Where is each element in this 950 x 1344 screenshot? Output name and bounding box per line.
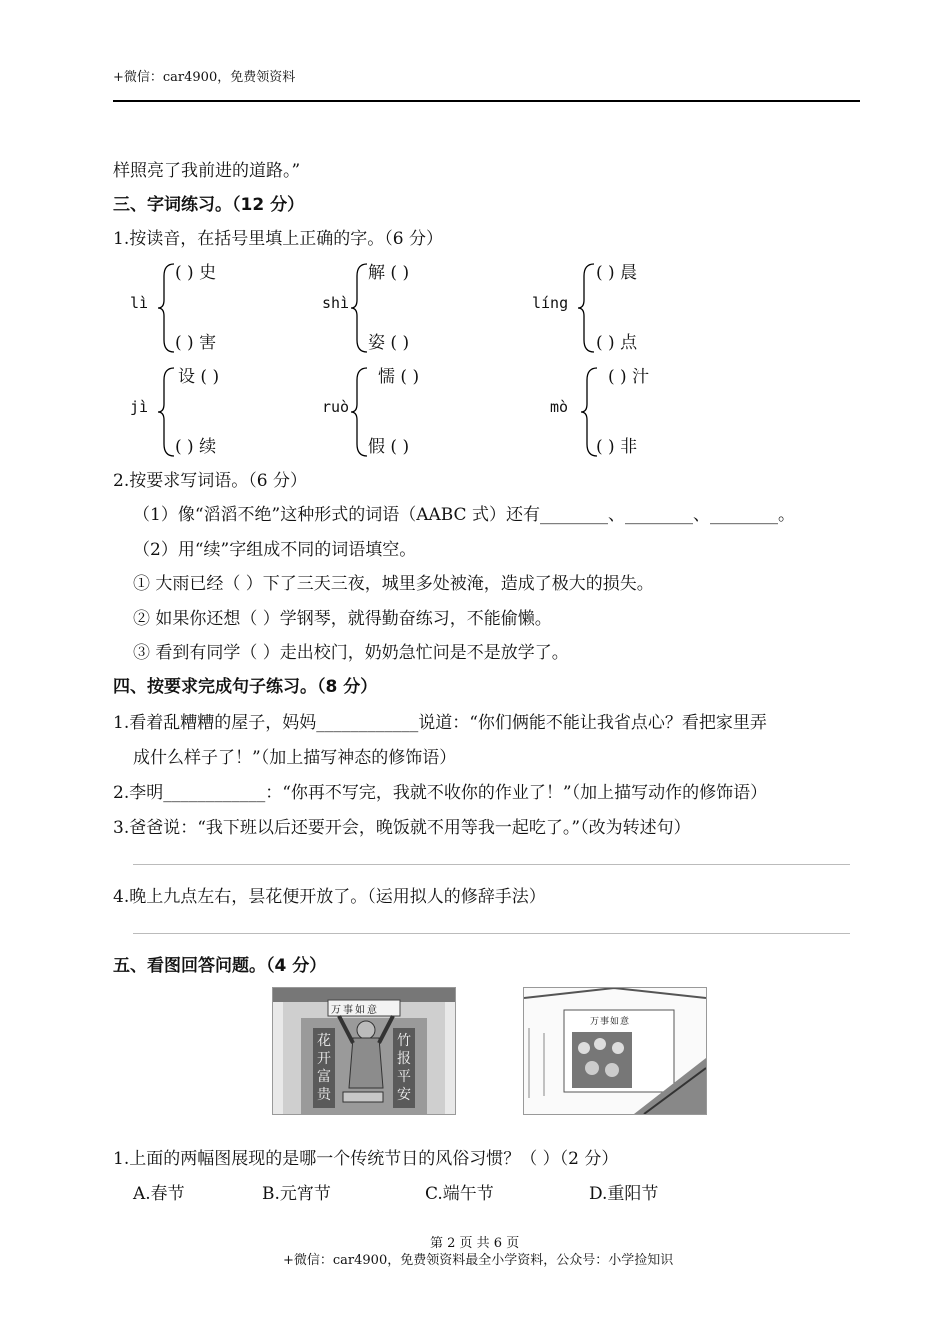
picture-family-dinner — [523, 987, 707, 1115]
banner-text: 万事如意 — [331, 1005, 379, 1016]
s3-q2-item: ② 如果你还想（ ）学钢琴，就得勤奋练习，不能偷懒。 — [133, 609, 552, 629]
group-top: ( ) 史 — [175, 263, 217, 283]
section3-title: 三、字词练习。（12 分） — [113, 195, 305, 215]
s3-q1-text: 1.按读音，在括号里填上正确的字。（6 分） — [113, 229, 443, 249]
picture-couplets — [272, 987, 456, 1115]
left-couplet: 花开富贵 — [317, 1033, 331, 1103]
s4-q3: 3.爸爸说：“我下班以后还要开会，晚饭就不用等我一起吃了。”（改为转述句） — [113, 818, 691, 838]
answer-line — [133, 933, 850, 934]
pinyin-label: ruò — [322, 398, 350, 416]
group-bottom: ( ) 续 — [175, 437, 217, 457]
pinyin-label: mò — [550, 398, 569, 416]
s4-q1b: 成什么样子了！”（加上描写神态的修饰语） — [133, 748, 457, 768]
group-top: 设 ( ) — [178, 367, 220, 387]
section5-title: 五、看图回答问题。（4 分） — [113, 956, 327, 976]
s4-q4: 4.晚上九点左右，昙花便开放了。（运用拟人的修辞手法） — [113, 887, 546, 907]
group-top: 解 ( ) — [368, 263, 410, 283]
header-text: +微信：car4900，免费领资料 — [113, 70, 296, 85]
pinyin-label: líng — [532, 294, 569, 312]
group-bottom: ( ) 害 — [175, 333, 217, 353]
group-top: ( ) 汁 — [608, 367, 650, 387]
footer-text: +微信：car4900，免费领资料最全小学资料，公众号：小学捡知识 — [283, 1253, 674, 1268]
group-bottom: 假 ( ) — [368, 437, 410, 457]
s3-q2-sub2: （2）用“续”字组成不同的词语填空。 — [133, 540, 417, 560]
group-bottom: ( ) 非 — [596, 437, 638, 457]
pinyin-label: jì — [130, 398, 149, 416]
s3-q2-item: ③ 看到有同学（ ）走出校门，奶奶急忙问是不是放学了。 — [133, 643, 569, 663]
banner-text: 万事如意 — [590, 1017, 631, 1027]
page-number: 第 2 页 共 6 页 — [430, 1236, 520, 1251]
s3-q2-item: ① 大雨已经（ ）下了三天三夜，城里多处被淹，造成了极大的损失。 — [133, 574, 654, 594]
group-top: 懦 ( ) — [378, 367, 420, 387]
s4-q2: 2.李明____________：“你再不写完，我就不收你的作业了！”（加上描写动作的修饰语） — [113, 783, 768, 803]
section4-title: 四、按要求完成句子练习。（8 分） — [113, 677, 378, 697]
s5-q1: 1.上面的两幅图展现的是哪一个传统节日的风俗习惯？（ ）（2 分） — [113, 1149, 619, 1169]
group-bottom: 姿 ( ) — [368, 333, 410, 353]
right-couplet: 竹报平安 — [397, 1033, 411, 1103]
intro-line: 样照亮了我前进的道路。” — [113, 161, 301, 181]
pinyin-label: shì — [322, 294, 350, 312]
pinyin-label: lì — [130, 294, 149, 312]
s4-q1a: 1.看着乱糟糟的屋子，妈妈____________说道：“你们俩能不能让我省点心？看把家里弄 — [113, 713, 767, 733]
option-a: A.春节 — [133, 1184, 185, 1204]
answer-line — [133, 864, 850, 865]
s3-q2-sub1: （1）像“滔滔不绝”这种形式的词语（AABC 式）还有________、________、________。 — [133, 505, 795, 525]
house-dinner-illustration-icon — [524, 988, 706, 1114]
option-b: B.元宵节 — [262, 1184, 331, 1204]
s3-q2-text: 2.按要求写词语。（6 分） — [113, 471, 307, 491]
option-c: C.端午节 — [425, 1184, 494, 1204]
group-top: ( ) 晨 — [596, 263, 638, 283]
option-d: D.重阳节 — [589, 1184, 659, 1204]
header-rule — [113, 100, 860, 102]
group-bottom: ( ) 点 — [596, 333, 638, 353]
